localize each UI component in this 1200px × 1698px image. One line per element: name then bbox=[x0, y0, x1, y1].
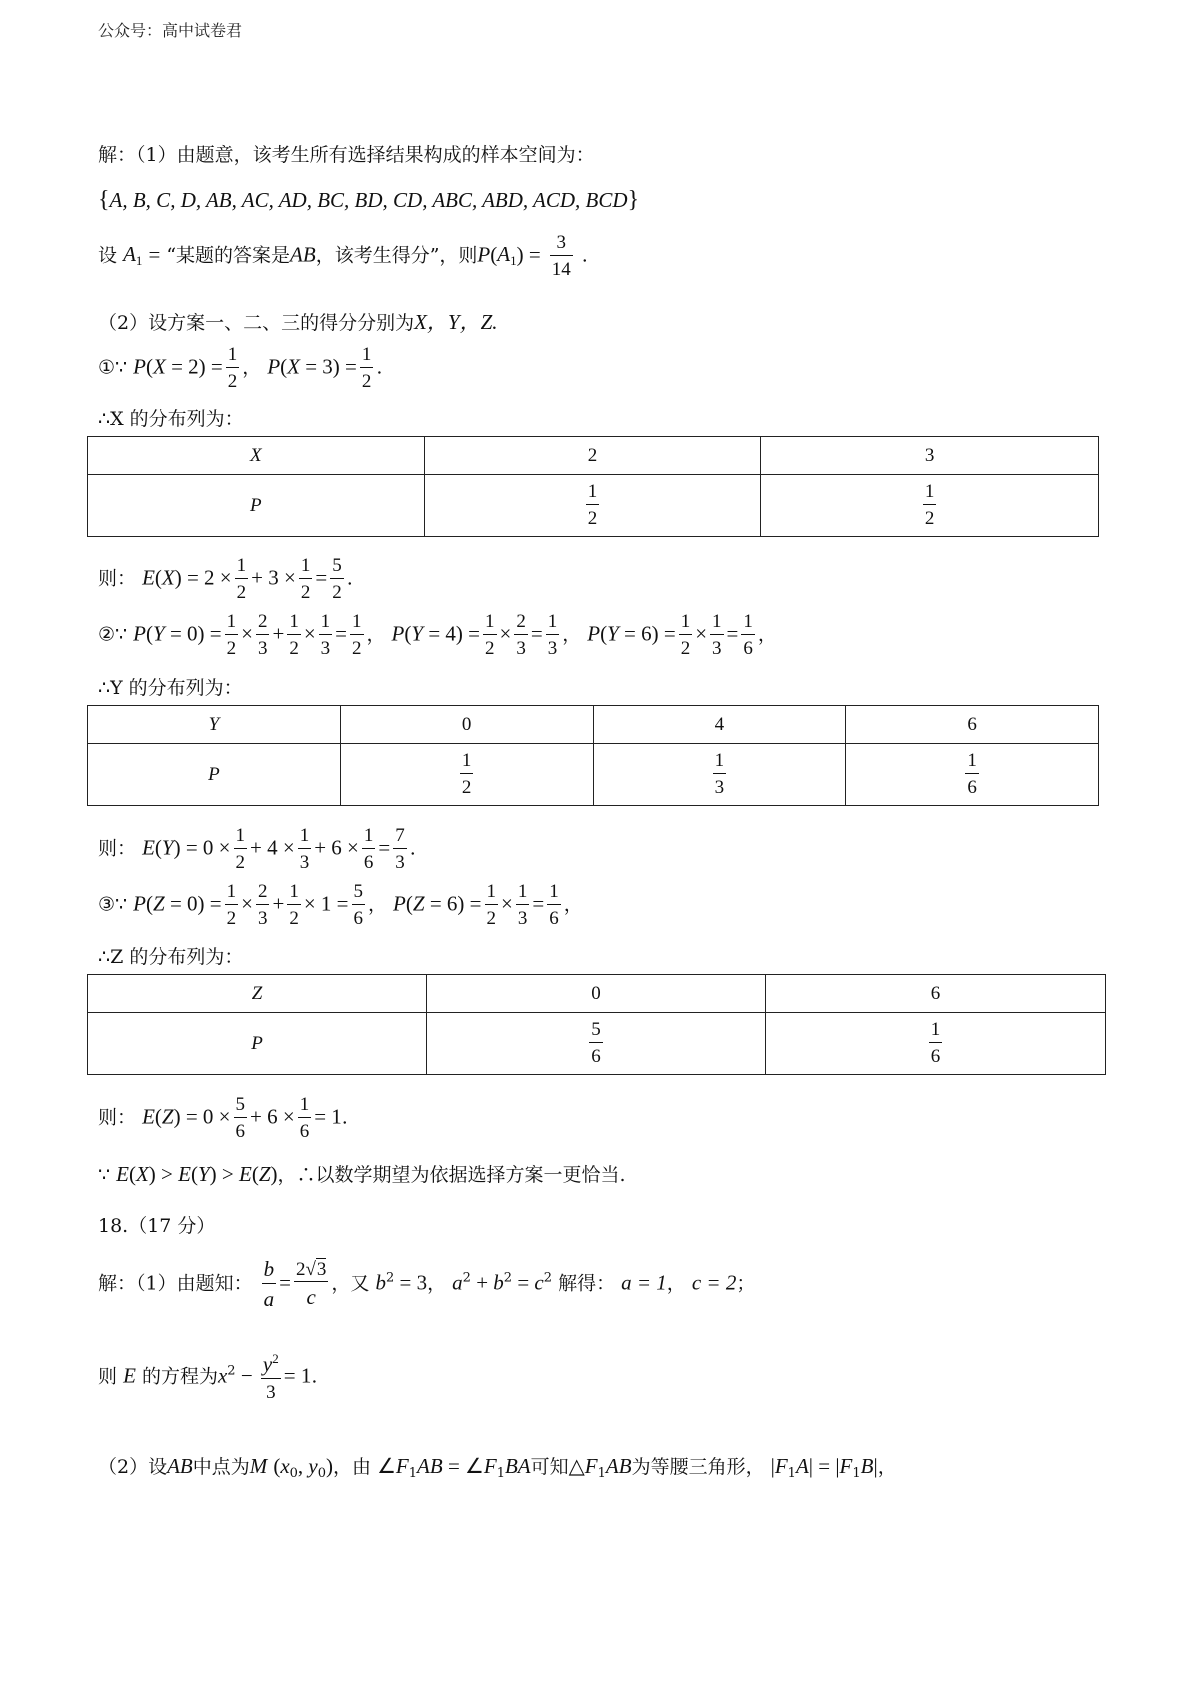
page-header: 公众号：高中试卷君 bbox=[98, 21, 243, 40]
y-distribution-table: Y 0 4 6 P $\frac{1}{2}$ $\frac{1}{3}$ $\frac{1}{6}$ bbox=[87, 705, 1099, 806]
x-distribution-table: X 2 3 P $\frac{1}{2}$ $\frac{1}{2}$ bbox=[87, 436, 1099, 537]
conclusion: ∵ E(X) > E(Y) > E(Z)，∴以数学期望为依据选择方案一更恰当. bbox=[98, 1162, 626, 1186]
y-dist-heading: ∴Y 的分布列为： bbox=[98, 677, 243, 699]
solution-part1-intro: 解：（1）由题意，该考生所有选择结果构成的样本空间为： bbox=[98, 144, 595, 166]
define-event-line: 设 $A_1$ = “某题的答案是AB，该考生得分”，则$P(A_1)$ = $\frac{3}{14}$ . bbox=[98, 232, 588, 280]
sample-space: {A, B, C, D, AB, AC, AD, BC, BD, CD, ABC, ABD, ACD, BCD} bbox=[98, 187, 640, 213]
p18-part1: 解：（1）由题知： $\frac{b}{a}$ = $\frac{2√3}{c}$ ，又 $b^2 = 3$， $a^2 + b^2 = c^2$ 解得： a = 1， c = 2； bbox=[98, 1257, 756, 1311]
px-probabilities: ①∵ P(X = 2) = $\frac{1}{2}$ ， P(X = 3) = $\frac{1}{2}$ . bbox=[98, 344, 383, 392]
z-distribution-table: Z 0 6 P $\frac{5}{6}$ $\frac{1}{6}$ bbox=[87, 974, 1106, 1075]
z-dist-heading: ∴Z 的分布列为： bbox=[98, 946, 244, 968]
problem-18-title: 18.（17 分） bbox=[98, 1215, 216, 1237]
py-probabilities: ②∵ P(Y = 0) = $\frac{1}{2}$ × $\frac{2}{3}$ + $\frac{1}{2}$ × $\frac{1}{3}$ = $\frac{1}{2}$ ， P(Y = 4) = $\frac{1}{2}$ × $\frac{2}{3}$ = $\frac{1}{3}$ ， P(Y = 6) = $\frac{1}{2}$ × $\frac{1}{3}$ = $\frac{1}{6}$ ， bbox=[98, 611, 777, 659]
ez-calculation: 则： E(Z) = 0 × $\frac{5}{6}$ + 6 × $\frac{1}{6}$ = 1. bbox=[98, 1094, 348, 1142]
pz-probabilities: ③∵ P(Z = 0) = $\frac{1}{2}$ × $\frac{2}{3}$ + $\frac{1}{2}$ × 1 = $\frac{5}{6}$ ， P(Z = 6) = $\frac{1}{2}$ × $\frac{1}{3}$ = $\frac{1}{6}$ ， bbox=[98, 881, 583, 929]
x-dist-heading: ∴X 的分布列为： bbox=[98, 408, 244, 430]
ex-calculation: 则： E(X) = 2 × $\frac{1}{2}$ + 3 × $\frac{1}{2}$ = $\frac{5}{2}$ . bbox=[98, 555, 353, 603]
solution-part2-intro: （2）设方案一、二、三的得分分别为X，Y，Z. bbox=[98, 310, 498, 334]
prob-a1-fraction: $\frac{3}{14}$ bbox=[551, 232, 571, 280]
sample-space-set: A, B, C, D, AB, AC, AD, BC, BD, CD, ABC, ABD, ACD, BCD bbox=[109, 188, 628, 212]
p18-part2: （2）设AB中点为M ($x_0$, $y_0$)，由 $\angle F_1AB$ = $\angle F_1BA$可知$\triangle F_1AB$为等腰三角形， $|F_1A| = |F_1B|$， bbox=[98, 1454, 897, 1481]
p18-equation: 则 E 的方程为$x^2$ − $\frac{y^2}{3}$ = 1. bbox=[98, 1351, 318, 1403]
ey-calculation: 则： E(Y) = 0 × $\frac{1}{2}$ + 4 × $\frac{1}{3}$ + 6 × $\frac{1}{6}$ = $\frac{7}{3}$ . bbox=[98, 825, 416, 873]
